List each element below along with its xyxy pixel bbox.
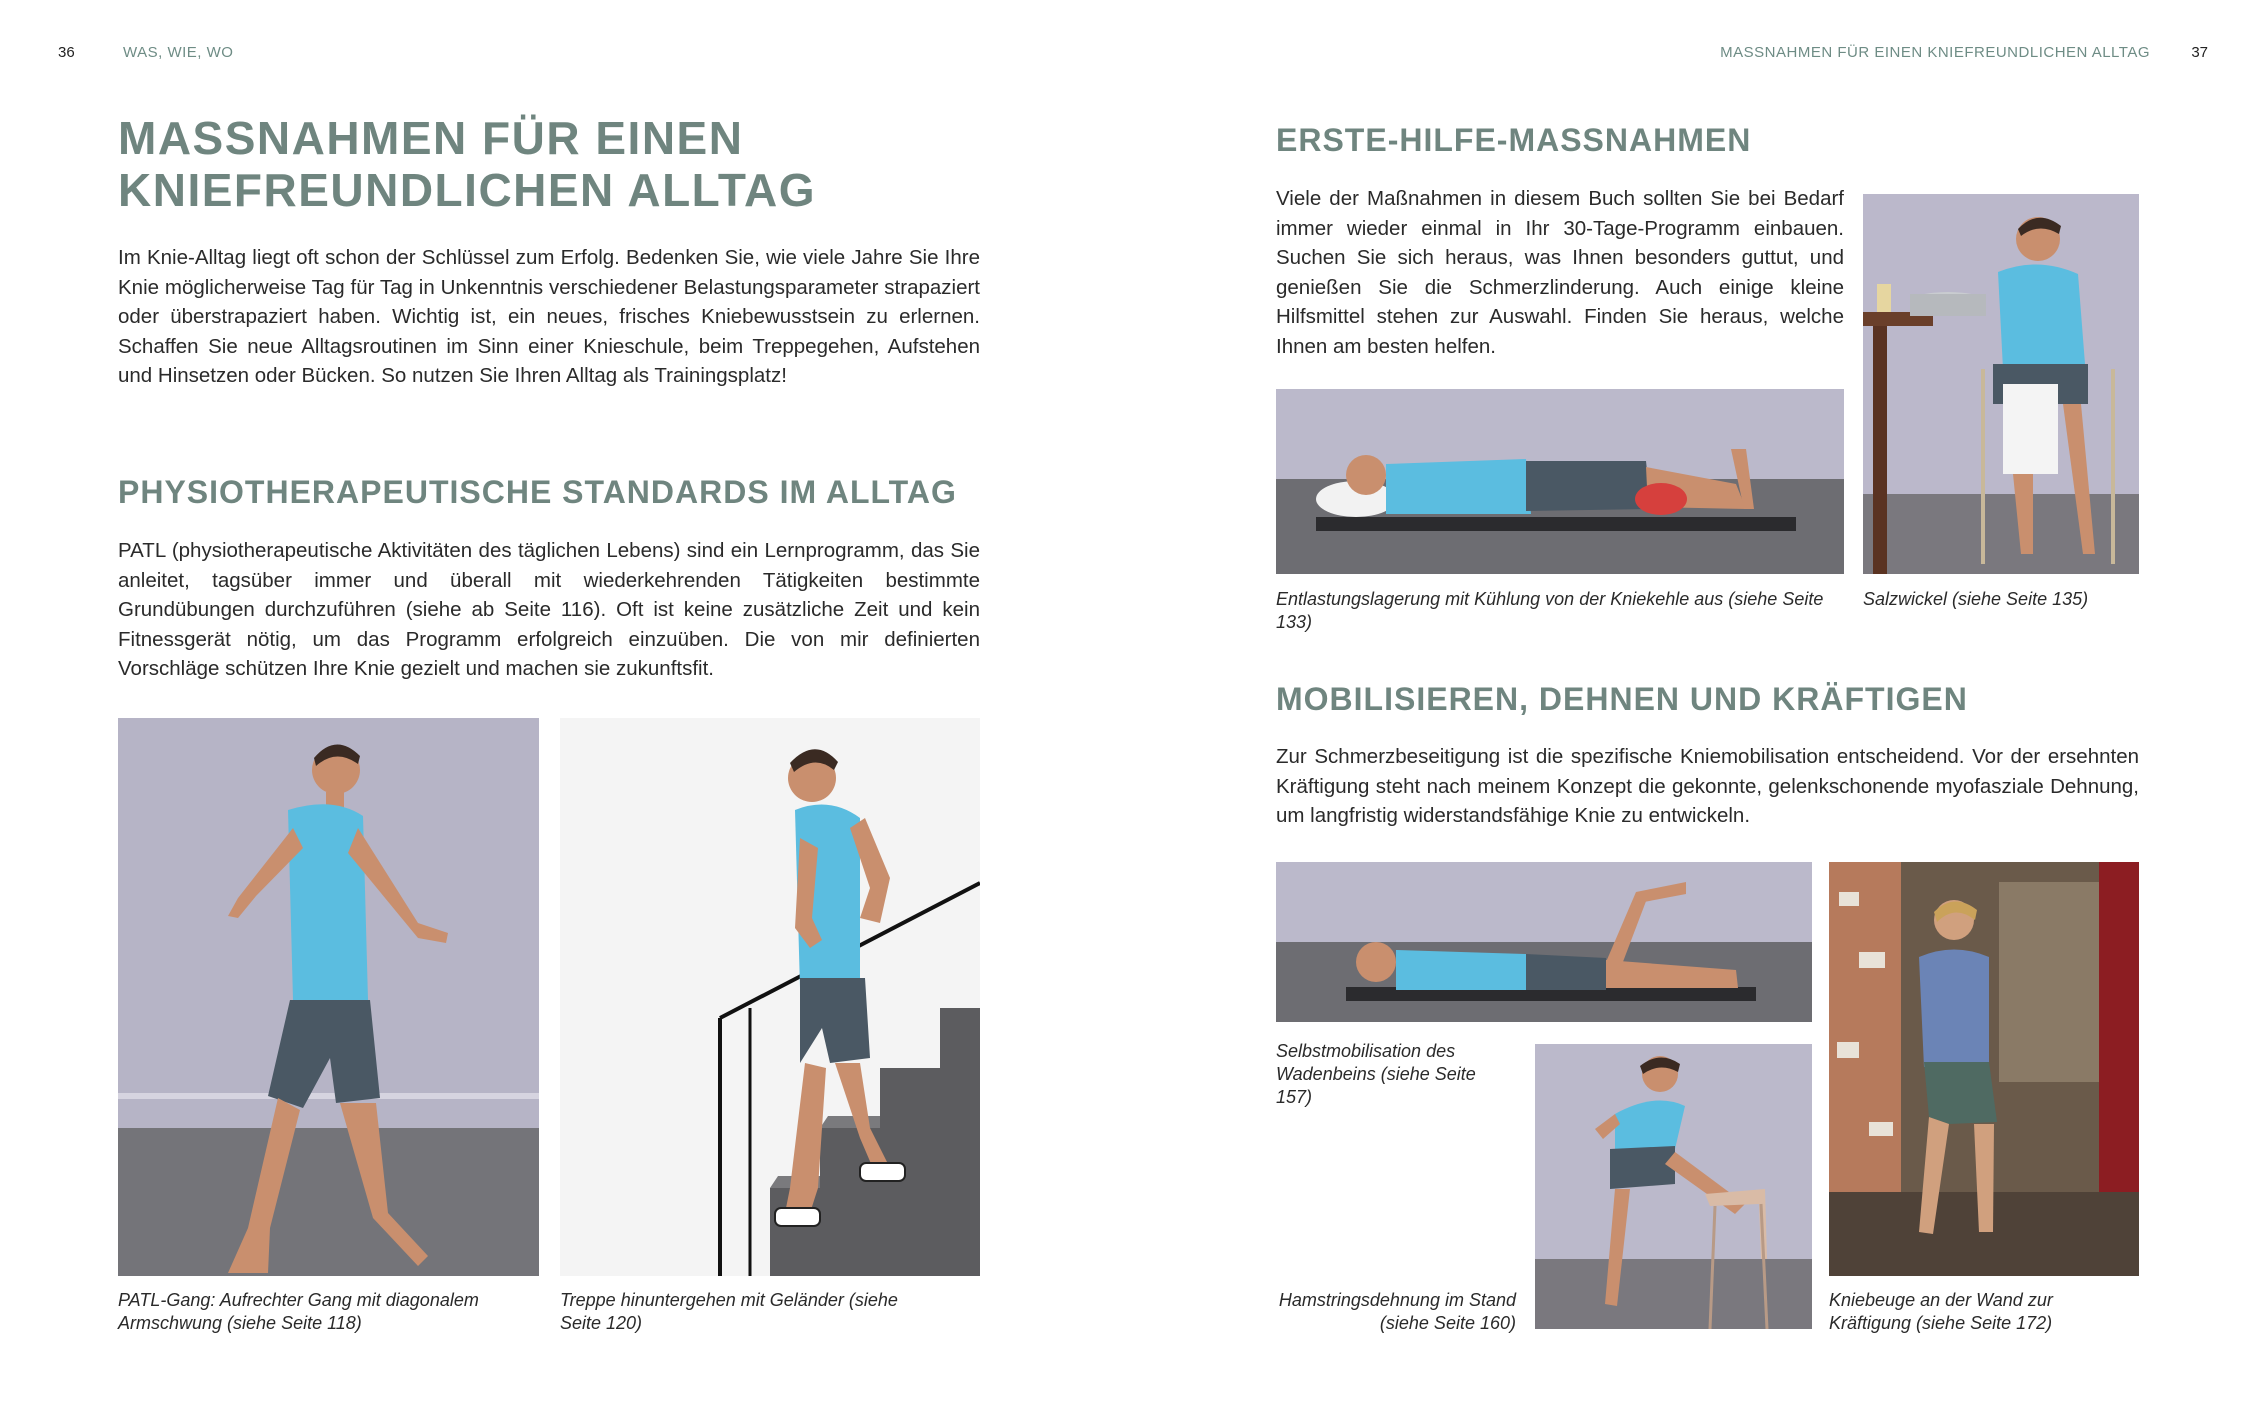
photo-salt-compress [1863,194,2139,574]
running-head-left: WAS, WIE, WO [123,44,234,61]
page-number-left: 36 [58,44,75,61]
photo-wall-squat [1829,862,2139,1276]
photo-lying-cooling [1276,389,1844,574]
physio-paragraph: PATL (physiotherapeutische Aktivitäten des täglichen Lebens) sind ein Lernprogramm, das Sie anleitet, tagsüber immer und überall mit wiederkehrenden Tätigkeiten bestimmte Grundübungen durchzuführen (siehe ab Seite 116). Oft ist keine zusätzliche Zeit und kein Fitnessgerät nötig, um das Programm erfolgreich einzuüben. Die von mir definierten Vorschläge schützen Ihre Knie gezielt und machen sie zukunftsfit. [118,539,980,680]
prone-illustration [1276,862,1812,1022]
intro-paragraph: Im Knie-Alltag liegt oft schon der Schlüssel zum Erfolg. Bedenken Sie, wie viele Jahre Sie Ihre Knie möglicherweise Tag für Tag in Unkenntnis verschiedener Belastungsparameter strapaziert oder überstrapaziert haben. Wichtig ist, ein neues, frisches Kniebewusstsein zu erlernen. Schaffen Sie neue Alltagsroutinen im Sinn einer Knieschule, beim Treppegehen, Aufstehen und Hinsetzen oder Bücken. So nutzen Sie Ihren Alltag als Trainingsplatz! [118,246,980,387]
walking-illustration [118,718,539,1276]
salt-compress-illustration [1863,194,2139,574]
page-number-right: 37 [2191,44,2208,61]
photo-stairs [560,718,980,1276]
mobilize-paragraph: Zur Schmerzbeseitigung ist die spezifische Kniemobilisation entscheidend. Vor der ersehnten Kräftigung steht nach meinem Konzept die gekonnte, gelenkschonende myofasziale Dehnung, um langfristig widerstandsfähige Knie zu entwickeln. [1276,745,2139,827]
caption-walking: PATL-Gang: Aufrechter Gang mit diagonalem Armschwung (siehe Seite 118) [118,1290,479,1333]
stairs-illustration [560,718,980,1276]
wall-squat-illustration [1829,862,2139,1276]
section-title-physio: PHYSIOTHERAPEUTISCHE STANDARDS IM ALLTAG [118,474,957,510]
hamstring-illustration [1535,1044,1812,1329]
first-aid-paragraph: Viele der Maßnahmen in diesem Buch sollten Sie bei Bedarf immer wieder einmal in Ihr 30-Tage-Programm einbauen. Suchen Sie sich heraus, was Ihnen besonders guttut, und genießen Sie die Schmerzlinderung. Auch einige kleine Hilfsmittel stehen zur Auswahl. Finden Sie heraus, welche Ihnen am besten helfen. [1276,187,1844,358]
caption-prone: Selbstmobilisation des Wadenbeins (siehe Seite 157) [1276,1041,1476,1107]
running-head-right: MASSNAHMEN FÜR EINEN KNIEFREUNDLICHEN ALLTAG [1720,44,2150,61]
caption-stairs: Treppe hinuntergehen mit Geländer (siehe Seite 120) [560,1290,898,1333]
caption-salt: Salzwickel (siehe Seite 135) [1863,589,2089,609]
page-title-line2: KNIEFREUNDLICHEN ALLTAG [118,164,817,216]
photo-walking [118,718,539,1276]
caption-lying: Entlastungslagerung mit Kühlung von der Kniekehle aus (siehe Seite 133) [1276,589,1824,632]
caption-squat: Kniebeuge an der Wand zur Kräftigung (siehe Seite 172) [1829,1290,2053,1333]
section-title-mobilize: MOBILISIEREN, DEHNEN UND KRÄFTIGEN [1276,681,1968,717]
caption-hamstring: Hamstringsdehnung im Stand (siehe Seite 160) [1278,1290,1516,1333]
page-title-line1: MASSNAHMEN FÜR EINEN [118,112,744,164]
page-title [118,112,1018,216]
photo-hamstring-stretch [1535,1044,1812,1329]
section-title-first-aid: ERSTE-HILFE-MASSNAHMEN [1276,122,1752,158]
photo-prone-mobilisation [1276,862,1812,1022]
lying-illustration [1276,389,1844,574]
